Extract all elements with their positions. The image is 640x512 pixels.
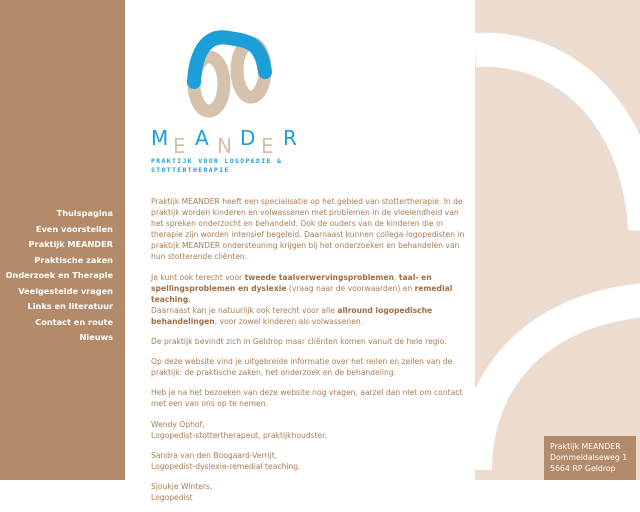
service-remedial-teaching: remedial teaching [151,283,453,304]
staff-sandra [151,450,465,472]
staff-sjoukje [151,481,465,503]
paragraph-specialisation: Praktijk MEANDER heeft een specialisatie op het gebied van stottertherapie. In de praktijk worden kinderen en volwassenen met problemen in de vloeiendheid van het spreken onderzocht en behandeld. Ook de ouders van de kinderen die in therapie zijn worden intensief begeleid. Daarnaast kunnen collega-logopedisten in praktijk MEANDER ondersteuning krijgen bij het onderzoeken en behandelen van hun stotterende cliënten. [151,197,465,262]
curve-decoration-icon [475,0,640,480]
staff-name: Wendy Ophof, [151,419,205,429]
staff-wendy [151,419,465,441]
logo-letter-d: D [240,126,256,150]
paragraph-location: De praktijk bevindt zich in Geldrop maar cliënten komen vanuit de hele regio. [151,337,447,347]
nav-item-nieuws[interactable]: Nieuws [79,332,113,342]
service-tweede-taal: tweede taalverwervingsproblemen [244,272,394,282]
services-text-1: Je kunt ook terecht voor [151,272,245,282]
nav-item-veelgestelde-vragen[interactable]: Veelgestelde vragen [18,285,113,296]
service-dyslexie: taal- en spellingsproblemen en dyslexie [151,272,432,293]
nav-item-onderzoek-en-therapie[interactable]: Onderzoek en Therapie [5,270,113,280]
logo-letter-e2: E [261,134,274,158]
paragraph-contact: Heb je na het bezoeken van deze website nog vragen, aarzel dan niet om contact met een van ons op te nemen. [151,388,463,409]
staff-role: Logopedist-dyslexie-remedial teaching. [151,461,301,471]
service-allround: allround logopedische behandelingen [151,305,433,326]
staff-name: Sjoukje Winters, [151,481,213,491]
paragraph-website-info: Op deze website vind je uitgebreide informatie over het reilen en zeilen van de praktijk: de praktische zaken, het onderzoek en de behandeling. [151,357,453,378]
logo-tagline [151,157,282,175]
logo-tagline-line2: STOTTERTHERAPIE [151,166,230,174]
paragraph-services [151,272,465,327]
logo-tagline-line1: PRAKTIJK VOOR LOGOPEDIE & [151,157,283,165]
logo-wordmark [151,128,311,158]
nav-item-contact-en-route[interactable]: Contact en route [35,316,113,327]
nav-item-thuispagina[interactable]: Thuispagina [56,208,113,218]
meander-logo-icon [149,30,309,126]
intro-text [151,196,465,512]
address-street: Dommeldalseweg 1 [550,453,628,462]
services-text-2: , [393,272,399,282]
services-text-4: . [188,294,191,304]
main-navigation [6,206,113,346]
logo-letter-a: A [195,126,209,150]
nav-item-links-en-literatuur[interactable]: Links en literatuur [27,301,113,311]
nav-item-praktische-zaken[interactable]: Praktische zaken [34,254,113,265]
address-name: Praktijk MEANDER [550,442,621,451]
staff-role: Logopedist [151,492,193,502]
staff-role: Logopedist-stottertherapeut, praktijkhoudster. [151,430,328,440]
decorative-panel [475,0,640,480]
sidebar [0,0,125,480]
address-city: 5664 RP Geldrop [550,464,616,473]
logo-letter-r: R [283,126,297,150]
services-text-6: , voor zowel kinderen als volwassenen. [214,316,364,326]
logo-letter-n: N [217,134,232,158]
services-text-5: Daarnaast kan je natuurlijk ook terecht voor alle [151,305,338,315]
logo-letter-e: E [173,134,186,158]
main-content-area [125,0,475,502]
address-box [544,436,636,480]
services-text-3: (vraag naar de voorwaarden) en [286,283,415,293]
nav-item-praktijk-meander[interactable]: Praktijk MEANDER [28,239,113,249]
nav-item-even-voorstellen[interactable]: Even voorstellen [35,223,113,234]
staff-name: Sandra van den Boogaard-Verrijt, [151,450,278,460]
logo-letter-m: M [151,126,169,150]
